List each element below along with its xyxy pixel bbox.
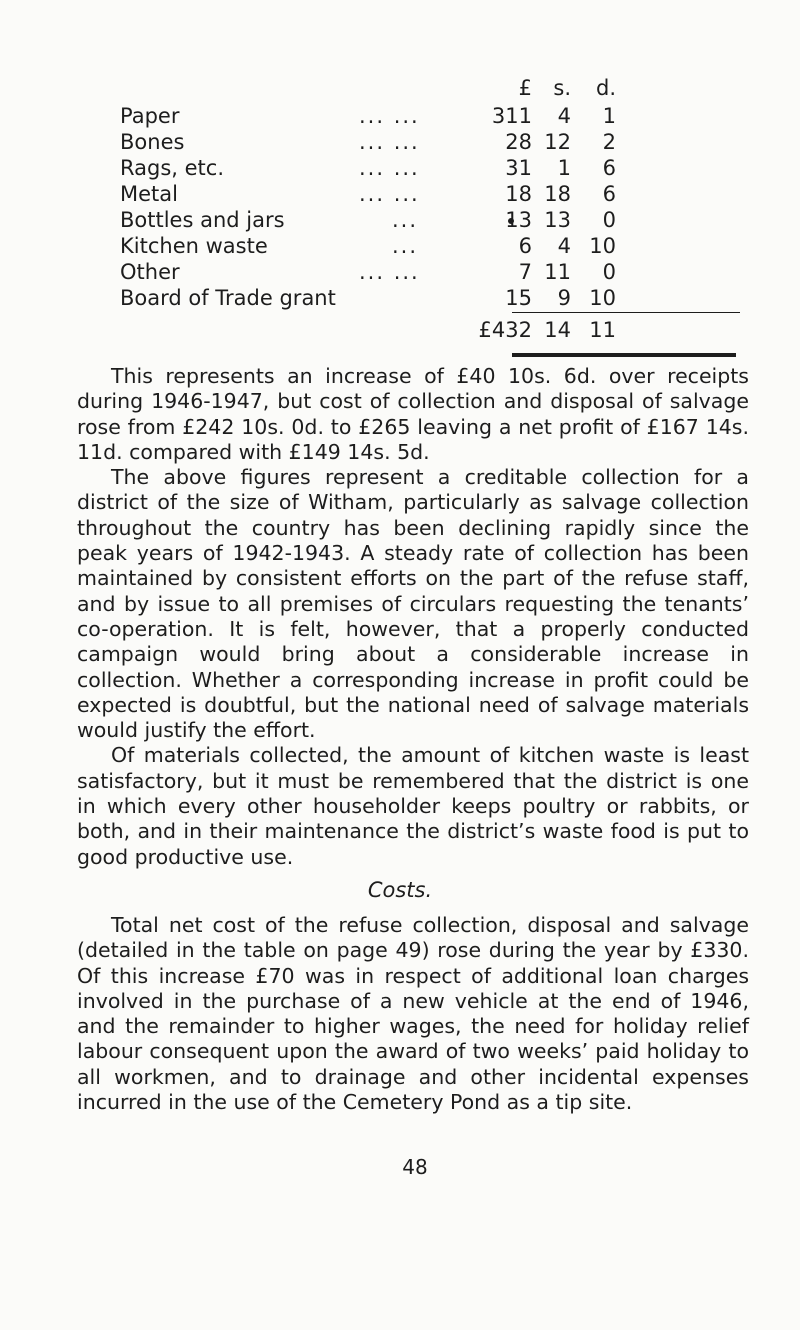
shillings-value: 13 [544, 208, 571, 232]
leader-dots: ... [392, 208, 419, 232]
shillings-value: 4 [557, 104, 571, 128]
row-label: Kitchen waste [120, 234, 268, 258]
row-label: Rags, etc. [120, 156, 224, 180]
shillings-value: 9 [557, 286, 571, 310]
leader-dots: ... ... [359, 156, 420, 180]
row-label: Bones [120, 130, 185, 154]
table-row [120, 260, 680, 286]
pence-value: 10 [589, 234, 616, 258]
paragraph-increase: This represents an increase of £40 10s. 6d. over receipts during 1946-1947, but cost of collection and disposal of salvage rose from £242 10s. 0d. to £265 leaving a net profit of £167 14s. 11d. compared with £149 14s. 5d. [77, 364, 749, 464]
total-row [120, 318, 680, 346]
pence-value: 6 [602, 182, 616, 206]
leader-dots: ... ... [359, 182, 420, 206]
row-label: Metal [120, 182, 178, 206]
page-number: 48 [402, 1155, 428, 1179]
table-row [120, 208, 680, 234]
pounds-value: 13 [505, 208, 532, 232]
shillings-value: 11 [544, 260, 571, 284]
shillings-header: s. [553, 76, 571, 100]
leader-dots: ... ... [359, 260, 420, 284]
table-row [120, 104, 680, 130]
table-row [120, 182, 680, 208]
table-row [120, 286, 680, 312]
table-row [120, 156, 680, 182]
paragraph-costs: Total net cost of the refuse collection, disposal and salvage (detailed in the table on page 49) rose during the year by £330. Of this increase £70 was in respect of additional loan charges involved in the purchase of a new vehicle at the end of 1946, and the remainder to higher wages, the need for holiday relief labour consequent upon the award of two weeks’ paid holiday to all workmen, and to drainage and other incidental expenses incurred in the use of the Cemetery Pond as a tip site. [77, 913, 749, 1115]
shillings-value: 4 [557, 234, 571, 258]
paragraph-kitchen-waste: Of materials collected, the amount of kitchen waste is least satisfactory, but it must be remembered that the district is one in which every other householder keeps poultry or rabbits, or both, and in their maintenance the district’s waste food is put to good productive use. [77, 743, 749, 869]
pence-value: 6 [602, 156, 616, 180]
pence-value: 0 [602, 260, 616, 284]
salvage-receipts-table [120, 76, 680, 342]
pounds-value: 18 [505, 182, 532, 206]
table-header-row [120, 76, 680, 104]
paragraph-creditable-collection: The above figures represent a creditable collection for a district of the size of Witham, particularly as salvage collection throughout the country has been declining rapidly since the peak years of 1942-1943. A steady rate of collection has been maintained by consistent efforts on the part of the refuse staff, and by issue to all premises of circulars requesting the tenants’ co-operation. It is felt, however, that a properly conducted campaign would bring about a considerable increase in collection. Whether a corresponding increase in profit could be expected is doubtful, but the national need of salvage materials would justify the effort. [77, 465, 749, 743]
row-label: Bottles and jars [120, 208, 285, 232]
total-pounds: £432 [478, 318, 532, 342]
costs-heading: Costs. [367, 878, 433, 902]
total-shillings: 14 [544, 318, 571, 342]
total-pence: 11 [589, 318, 616, 342]
leader-dots: ... ... [359, 130, 420, 154]
table-row [120, 234, 680, 260]
pence-header: d. [595, 76, 616, 100]
costs-section [77, 913, 749, 1115]
pence-value: 1 [602, 104, 616, 128]
pounds-value: 311 [491, 104, 532, 128]
pence-value: 0 [602, 208, 616, 232]
pence-value: 10 [589, 286, 616, 310]
pence-value: 2 [602, 130, 616, 154]
table-body [120, 104, 680, 312]
shillings-value: 12 [544, 130, 571, 154]
subtotal-rule [512, 312, 740, 313]
pounds-header: £ [518, 76, 532, 100]
shillings-value: 18 [544, 182, 571, 206]
pounds-value: 6 [518, 234, 532, 258]
pounds-value: 28 [505, 130, 532, 154]
row-label: Other [120, 260, 180, 284]
pounds-value: 7 [518, 260, 532, 284]
shillings-value: 1 [557, 156, 571, 180]
row-label: Board of Trade grant [120, 286, 336, 310]
row-label: Paper [120, 104, 180, 128]
table-row [120, 130, 680, 156]
total-double-rule [512, 353, 736, 357]
leader-dots: ... [392, 234, 419, 258]
leader-dots: ... ... [359, 104, 420, 128]
pounds-value: 15 [505, 286, 532, 310]
pounds-value: 31 [505, 156, 532, 180]
salvage-commentary [77, 364, 749, 870]
